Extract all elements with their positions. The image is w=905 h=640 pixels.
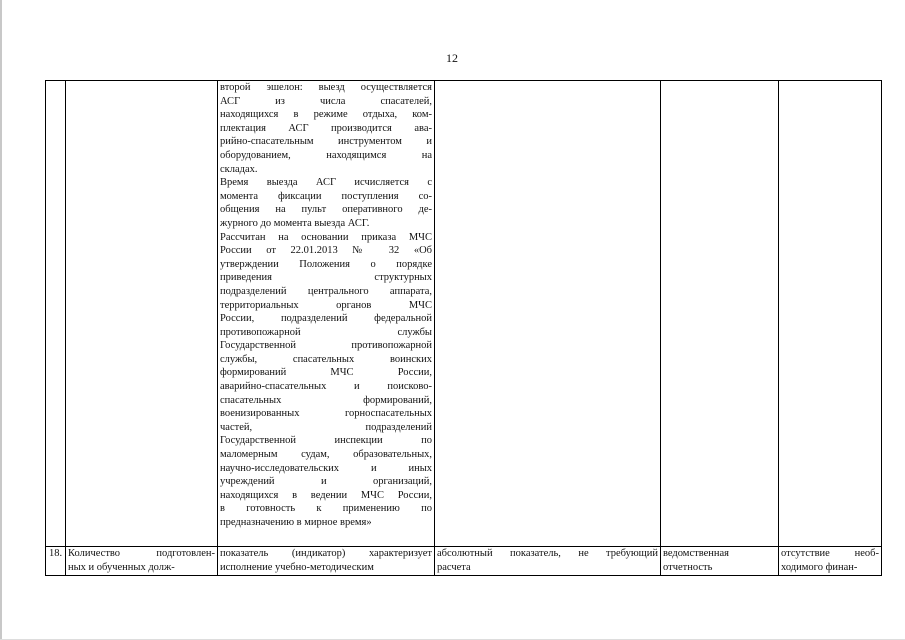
text-line: АСГ из числа спасателей, (220, 95, 432, 107)
description-text (220, 81, 432, 530)
text-line: показатель (индикатор) характеризует (220, 548, 432, 559)
risks-text (781, 547, 879, 574)
text-line: Рассчитан на основании приказа МЧС (220, 231, 432, 243)
text-line: общения на пульт оперативного де- (220, 204, 432, 216)
text-line: утверждении Положения о порядке (220, 258, 432, 270)
text-line: учреждений и организаций, (220, 476, 432, 488)
page-left-edge (0, 0, 2, 640)
cell-calculation (435, 81, 661, 547)
text-line: маломерным судам, образовательных, (220, 449, 432, 461)
calculation-text (437, 547, 658, 574)
cell-description (218, 547, 435, 576)
indicator-table (45, 80, 882, 576)
text-line: ходимого финан- (781, 561, 858, 573)
page-number: 12 (446, 51, 458, 65)
cell-number (46, 81, 66, 547)
text-line: расчета (437, 561, 471, 573)
text-line: Государственной инспекции по (220, 435, 432, 447)
description-paragraph (220, 81, 432, 176)
description-paragraph (220, 231, 432, 530)
text-line: приведения структурных (220, 272, 432, 284)
cell-indicator-name (66, 547, 218, 576)
text-line: находящихся в ведении МЧС России, (220, 489, 432, 501)
text-line: противопожарной службы (220, 326, 432, 338)
source-text (663, 547, 776, 574)
text-line: службы, спасательных воинских (220, 353, 432, 365)
text-line: Количество подготовлен- (68, 548, 215, 559)
text-line: России, подразделений федеральной (220, 313, 432, 325)
text-line: частей, подразделений (220, 421, 432, 433)
text-line: отсутствие необ- (781, 548, 879, 559)
text-line: в готовность к применению по (220, 503, 432, 515)
text-line: военизированных горноспасательных (220, 408, 432, 420)
indicator-name-text (68, 547, 215, 574)
description-text (220, 547, 432, 574)
text-line: оборудованием, находящимся на (220, 149, 432, 161)
cell-description (218, 81, 435, 547)
table-row-continuation (46, 81, 882, 547)
text-line: абсолютный показатель, не требующий (437, 548, 658, 559)
text-line: Государственной противопожарной (220, 340, 432, 352)
text-line: находящихся в режиме отдыха, ком- (220, 109, 432, 121)
cell-source (661, 547, 779, 576)
text-line: научно-исследовательских и иных (220, 462, 432, 474)
text-line: момента фиксации поступления со- (220, 190, 432, 202)
text-line: ведомственная (663, 548, 729, 559)
text-line: складах. (220, 163, 258, 175)
cell-calculation (435, 547, 661, 576)
table-row-18 (46, 547, 882, 576)
text-line: аварийно-спасательных и поисково- (220, 381, 432, 393)
description-paragraph (220, 176, 432, 230)
text-line: Время выезда АСГ исчисляется с (220, 177, 432, 189)
text-line: исполнение учебно-методическим (220, 561, 374, 573)
text-line: подразделений центрального аппарата, (220, 285, 432, 297)
text-line: формирований МЧС России, (220, 367, 432, 379)
cell-risks (779, 547, 882, 576)
text-line: второй эшелон: выезд осуществляется (220, 82, 432, 93)
row-number: 18. (46, 547, 66, 576)
text-line: спасательных формирований, (220, 394, 432, 406)
text-line: предназначению в мирное время» (220, 517, 372, 528)
text-line: отчетность (663, 561, 713, 573)
cell-indicator-name (66, 81, 218, 547)
cell-source (661, 81, 779, 547)
text-line: плектация АСГ производится ава- (220, 122, 432, 134)
text-line: рийно-спасательным инструментом и (220, 136, 432, 148)
text-line: журного до момента выезда АСГ. (220, 217, 370, 229)
text-line: ных и обученных долж- (68, 561, 175, 573)
cell-risks (779, 81, 882, 547)
text-line: России от 22.01.2013 № 32 «Об (220, 245, 432, 257)
text-line: территориальных органов МЧС (220, 299, 432, 311)
